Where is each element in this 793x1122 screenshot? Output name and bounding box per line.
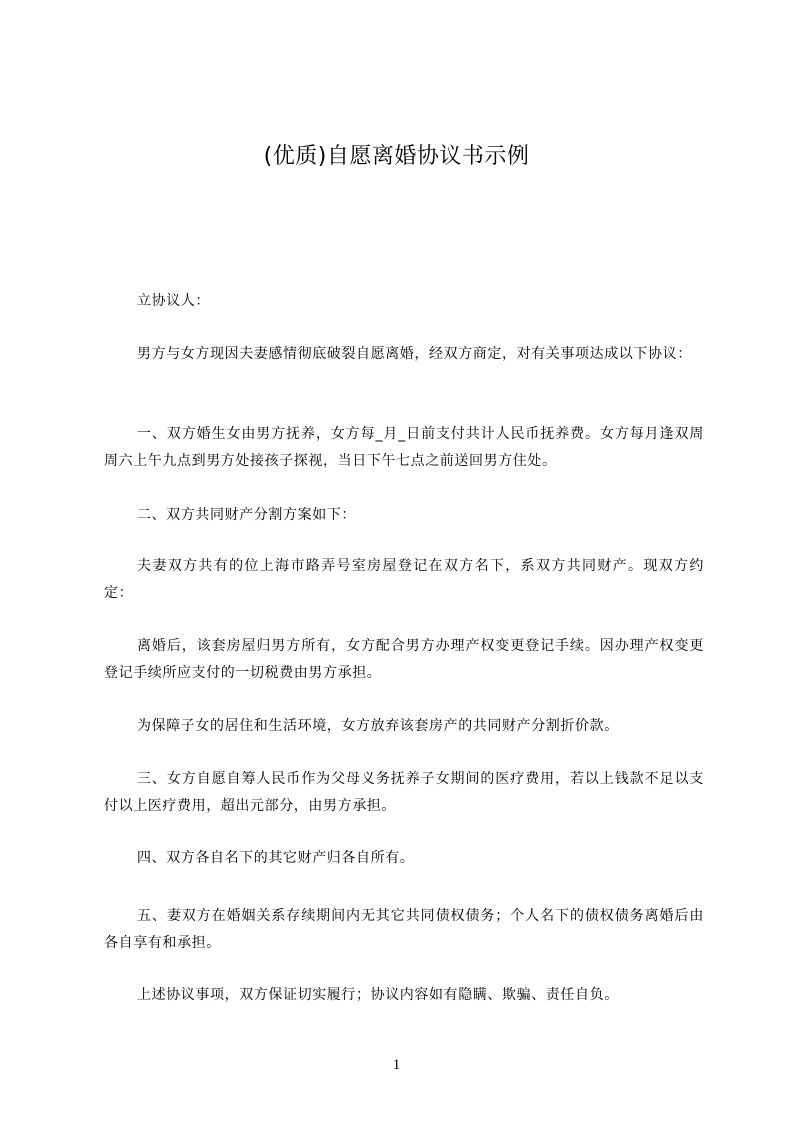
paragraph-house-transfer: 离婚后，该套房屋归男方所有，女方配合男方办理产权变更登记手续。因办理产权变更登记手续所应支付的一切税费由男方承担。 <box>104 638 704 681</box>
paragraph-clause-4: 四、双方各自名下的其它财产归各自所有。 <box>137 850 415 866</box>
paragraph-intro: 男方与女方现因夫妻感情彻底破裂自愿离婚，经双方商定，对有关事项达成以下协议： <box>137 346 692 362</box>
paragraph-clause-2: 二、双方共同财产分割方案如下： <box>137 507 356 523</box>
paragraph-clause-3: 三、女方自愿自筹人民币作为父母义务抚养子女期间的医疗费用，若以上钱款不足以支付以上医疗费用，超出元部分，由男方承担。 <box>104 771 704 814</box>
document-title: (优质)自愿离婚协议书示例 <box>263 144 530 169</box>
paragraph-property: 夫妻双方共有的位上海市路弄号室房屋登记在双方名下，系双方共同财产。现双方约定： <box>104 558 704 601</box>
paragraph-parties: 立协议人： <box>137 293 210 309</box>
paragraph-clause-5: 五、妻双方在婚姻关系存续期间内无其它共同债权债务；个人名下的债权债务离婚后由各自享有和承担。 <box>104 908 704 951</box>
page-number: 1 <box>392 1057 401 1073</box>
paragraph-commitment: 上述协议事项，双方保证切实履行；协议内容如有隐瞒、欺骗、责任自负。 <box>137 987 619 1003</box>
paragraph-clause-1: 一、双方婚生女由男方抚养，女方每_月_日前支付共计人民币抚养费。女方每月逢双周周六上午九点到男方处接孩子探视，当日下午七点之前送回男方住处。 <box>104 426 704 469</box>
paragraph-waiver: 为保障子女的居住和生活环境，女方放弃该套房产的共同财产分割折价款。 <box>137 718 619 734</box>
